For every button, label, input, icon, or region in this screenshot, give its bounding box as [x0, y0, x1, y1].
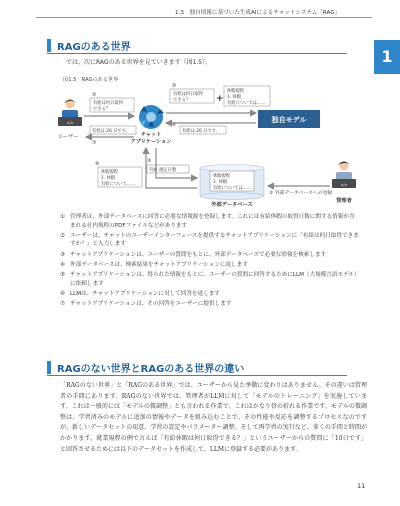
- section-heading-difference: [47, 360, 244, 374]
- model-label: 独自モデル: [271, 116, 307, 124]
- db-label: 外部データベース: [211, 202, 253, 208]
- section-title: RAGのある世界: [57, 41, 131, 53]
- question-line-1: 有給は何日取得: [93, 101, 124, 106]
- llm-question-line-1: 有給は何日取得: [173, 92, 204, 97]
- register-text: 外部データベースへの登録: [274, 191, 333, 196]
- admin-laptop-glyph: </>: [340, 183, 348, 187]
- figure-caption: 図1.5 RAGのある世界: [63, 77, 119, 83]
- search-result-line-2: 1. 休暇: [101, 176, 116, 181]
- app-label-1: チャット: [140, 132, 162, 138]
- section-rule: [47, 375, 347, 376]
- section-title: RAGのない世界とRAGのある世界の違い: [57, 363, 245, 375]
- user-label: ユーザー: [57, 134, 79, 140]
- step-number: ⑤: [60, 271, 66, 278]
- step-number: ②: [60, 232, 66, 239]
- intro-text: では、次にRAGのある世界を見ていきます（図1.5）。: [66, 59, 212, 66]
- step-1-marker: ①: [269, 191, 274, 196]
- step-number: ③: [60, 251, 66, 258]
- step-number: ①: [60, 214, 66, 220]
- list-item: [60, 261, 360, 270]
- llm-question-line-2: できる？: [173, 98, 191, 103]
- list-item: [60, 251, 360, 260]
- step-number: ④: [60, 261, 66, 268]
- step-6-marker: ⑥: [172, 122, 177, 128]
- list-item: [60, 300, 360, 309]
- arrow-app-to-db: [156, 148, 197, 178]
- heading-bar: [47, 361, 51, 374]
- db-doc-line-2: 1. 休暇: [213, 180, 228, 185]
- context-doc-line-2: 1. 休暇: [227, 95, 242, 100]
- context-doc-line-1: 休暇規程: [227, 89, 245, 94]
- list-item: [60, 271, 360, 288]
- app-label-2: アプリケーション: [130, 139, 172, 145]
- step-number: ⑥: [60, 290, 66, 297]
- running-header: 1.3 独自情報に基づいた生成AIによるチャットシステム「RAG」: [175, 10, 341, 16]
- db-doc-line-3: 有給については……: [213, 186, 252, 191]
- steps-list: [60, 213, 360, 310]
- step-2-marker: ②: [92, 92, 97, 98]
- chat-app-icon: [139, 105, 164, 129]
- user-laptop-glyph: </>: [66, 121, 74, 125]
- step-text: チャットアプリケーションは、得られた情報をもとに、ユーザーの質問に回答するためにLLM（大規模言語モデル）に依頼します: [70, 271, 360, 287]
- admin-label: 管理者: [336, 198, 352, 204]
- register-label: [269, 189, 332, 196]
- body-paragraph: 「RAGのない世界」と「RAGのある世界」では、ユーザーから見た挙動に変わりはありません。その違いは管理者の手間にあります。RAGのない世界では、管理者がLLMに対して「モデルのトレーニング」を実施しています。これは一般的には「モデルの微調整」とも言われる作業で、これはかなり骨の折れる作業です。モデルの微調整は、学習済みのモデルに追加の情報やデータを組み込むことで、その性能や反応を調整するプロセスなのですが、新しいデータセットの用意、学習の設定やパラメーター調整、そして再学習の実行など、多くの手間と時間がかかります。就業規程の例で言えば「有給休暇は何日取得できる？」というユーザーからの質問に「10日です」と回答させるためには以下のデータセットを作成して、LLMに登録する必要があります。: [60, 382, 367, 453]
- step-4-marker: ④: [95, 161, 100, 167]
- context-doc-line-3: 有給については……: [227, 101, 266, 106]
- step-text: ユーザーは、チャットのユーザーインターフェースを提供するチャットアプリケーションに「有給は何日取得できますか？」と入力します: [70, 232, 359, 248]
- step-text: 管理者は、外部データベースに回答に必要な情報源を登録します。これには有給休暇の取得日数に関する情報が含まれる社内規程のPDFファイルなどがあります: [70, 214, 355, 229]
- step-number: ⑦: [60, 300, 66, 307]
- step-7-marker: ⑦: [92, 140, 97, 146]
- question-line-2: できる？: [93, 107, 111, 112]
- plus-sign: +: [216, 94, 224, 104]
- step-text: 外部データベースは、検索結果をチャットアプリケーションに返します: [70, 261, 248, 268]
- step-5-marker: ⑤: [172, 83, 177, 89]
- search-result-line-3: 有給について……: [101, 182, 136, 187]
- answer-right-text: 有給は 20 日です。: [182, 129, 220, 134]
- search-result-line-1: 休暇規程: [101, 170, 119, 175]
- user-icon: [58, 100, 82, 127]
- answer-left-text: 有給は 20 日です。: [92, 129, 130, 134]
- chapter-tab: 1: [374, 40, 400, 74]
- step-text: LLMは、チャットアプリケーションに対して回答を返します: [70, 290, 221, 297]
- admin-icon: [332, 162, 356, 189]
- db-doc-line-1: 休暇規程: [213, 174, 231, 179]
- list-item: [60, 290, 360, 299]
- step-3-marker: ③: [147, 158, 152, 164]
- step-text: チャットアプリケーションは、その回答をユーザーに提供します: [70, 300, 232, 307]
- page-number: 11: [357, 482, 366, 490]
- step-text: チャットアプリケーションは、ユーザーの質問をもとに、外部データベースで必要な情報を検索します: [70, 251, 327, 258]
- list-item: [60, 213, 360, 230]
- search-query-text: 有給 規定日数: [149, 168, 177, 173]
- list-item: [60, 232, 360, 249]
